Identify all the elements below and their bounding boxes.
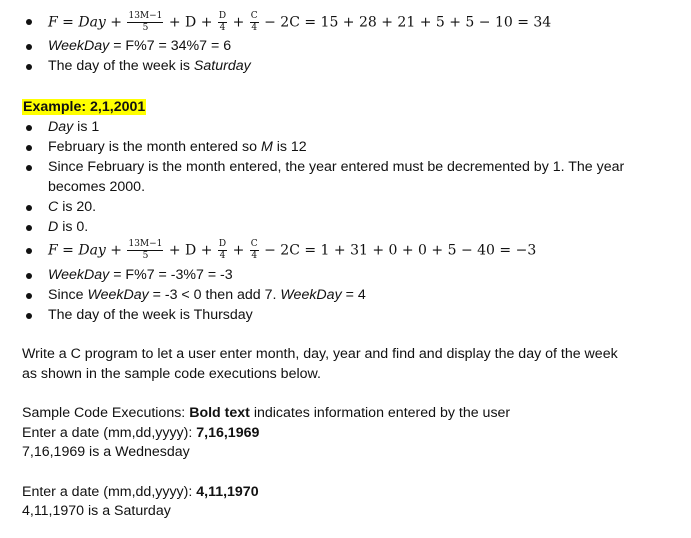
- weekday-negative-line: Since WeekDay = -3 < 0 then add 7. WeekDay = 4: [48, 287, 366, 303]
- formula-1: [48, 12, 551, 33]
- formula-1-fraction-c: $\frac{C}{4}$: [250, 11, 258, 33]
- day-of-week-line-2: The day of the week is Thursday: [48, 307, 253, 323]
- formula-1-fraction-d: $\frac{D}{4}$: [218, 11, 227, 33]
- sample-run-1-output: 7,16,1969 is a Wednesday: [22, 444, 190, 460]
- bullet-dot: [26, 225, 32, 231]
- sample-run-2-prompt: Enter a date (mm,dd,yyyy): 4,11,1970: [22, 484, 259, 500]
- bullet-dot: [26, 125, 32, 131]
- formula-1-fraction-13m: $\frac{13M-1}{5}$: [128, 11, 163, 33]
- formula-1-plus-d: + D +: [168, 14, 213, 31]
- formula-1-rhs: − 2C = 15 + 28 + 21 + 5 + 5 − 10 = 34: [264, 14, 552, 31]
- formula-2-fraction-d: $\frac{D}{4}$: [218, 239, 227, 261]
- formula-2-fraction-c: $\frac{C}{4}$: [250, 239, 258, 261]
- example-feb-line: February is the month entered so M is 12: [48, 139, 307, 155]
- samples-intro: Sample Code Executions: Bold text indicates information entered by the user: [22, 405, 511, 421]
- bullet-dot: [26, 205, 32, 211]
- example-day-line: Day is 1: [48, 119, 100, 135]
- formula-2-lhs: F = Day +: [48, 242, 123, 259]
- bullet-dot: [26, 145, 32, 151]
- sample-run-2-output: 4,11,1970 is a Saturday: [22, 503, 171, 519]
- formula-2-plus: +: [232, 242, 245, 259]
- bullet-dot: [26, 19, 32, 25]
- example-heading: Example: 2,1,2001: [23, 99, 146, 115]
- day-of-week-line-1: The day of the week is Saturday: [48, 58, 251, 74]
- formula-2-rhs: − 2C = 1 + 31 + 0 + 0 + 5 − 40 = −3: [264, 242, 537, 259]
- formula-2: [48, 240, 536, 261]
- example-c-line: C is 20.: [48, 199, 97, 215]
- instructions-line-2: as shown in the sample code executions below.: [22, 366, 321, 382]
- example-since-line-1: Since February is the month entered, the year entered must be decremented by 1. The year: [48, 159, 625, 175]
- bullet-dot: [26, 273, 32, 279]
- bullet-dot: [26, 293, 32, 299]
- formula-2-fraction-13m: $\frac{13M-1}{5}$: [128, 239, 163, 261]
- bullet-dot: [26, 44, 32, 50]
- sample-run-1-prompt: Enter a date (mm,dd,yyyy): 7,16,1969: [22, 425, 260, 441]
- bullet-dot: [26, 248, 32, 254]
- weekday-line-2: WeekDay = F%7 = -3%7 = -3: [48, 267, 233, 283]
- formula-line-1: [48, 12, 551, 33]
- bullet-dot: [26, 165, 32, 171]
- formula-line-2: [48, 240, 536, 261]
- bullet-dot: [26, 313, 32, 319]
- bullet-dot: [26, 64, 32, 70]
- formula-2-plus-d: + D +: [168, 242, 213, 259]
- example-since-line-2: becomes 2000.: [48, 179, 146, 195]
- example-d-line: D is 0.: [48, 219, 89, 235]
- formula-1-lhs: F = Day +: [48, 14, 123, 31]
- weekday-line-1: WeekDay = F%7 = 34%7 = 6: [48, 38, 232, 54]
- formula-1-plus: +: [232, 14, 245, 31]
- instructions-line-1: Write a C program to let a user enter month, day, year and find and display the day of the week: [22, 346, 618, 362]
